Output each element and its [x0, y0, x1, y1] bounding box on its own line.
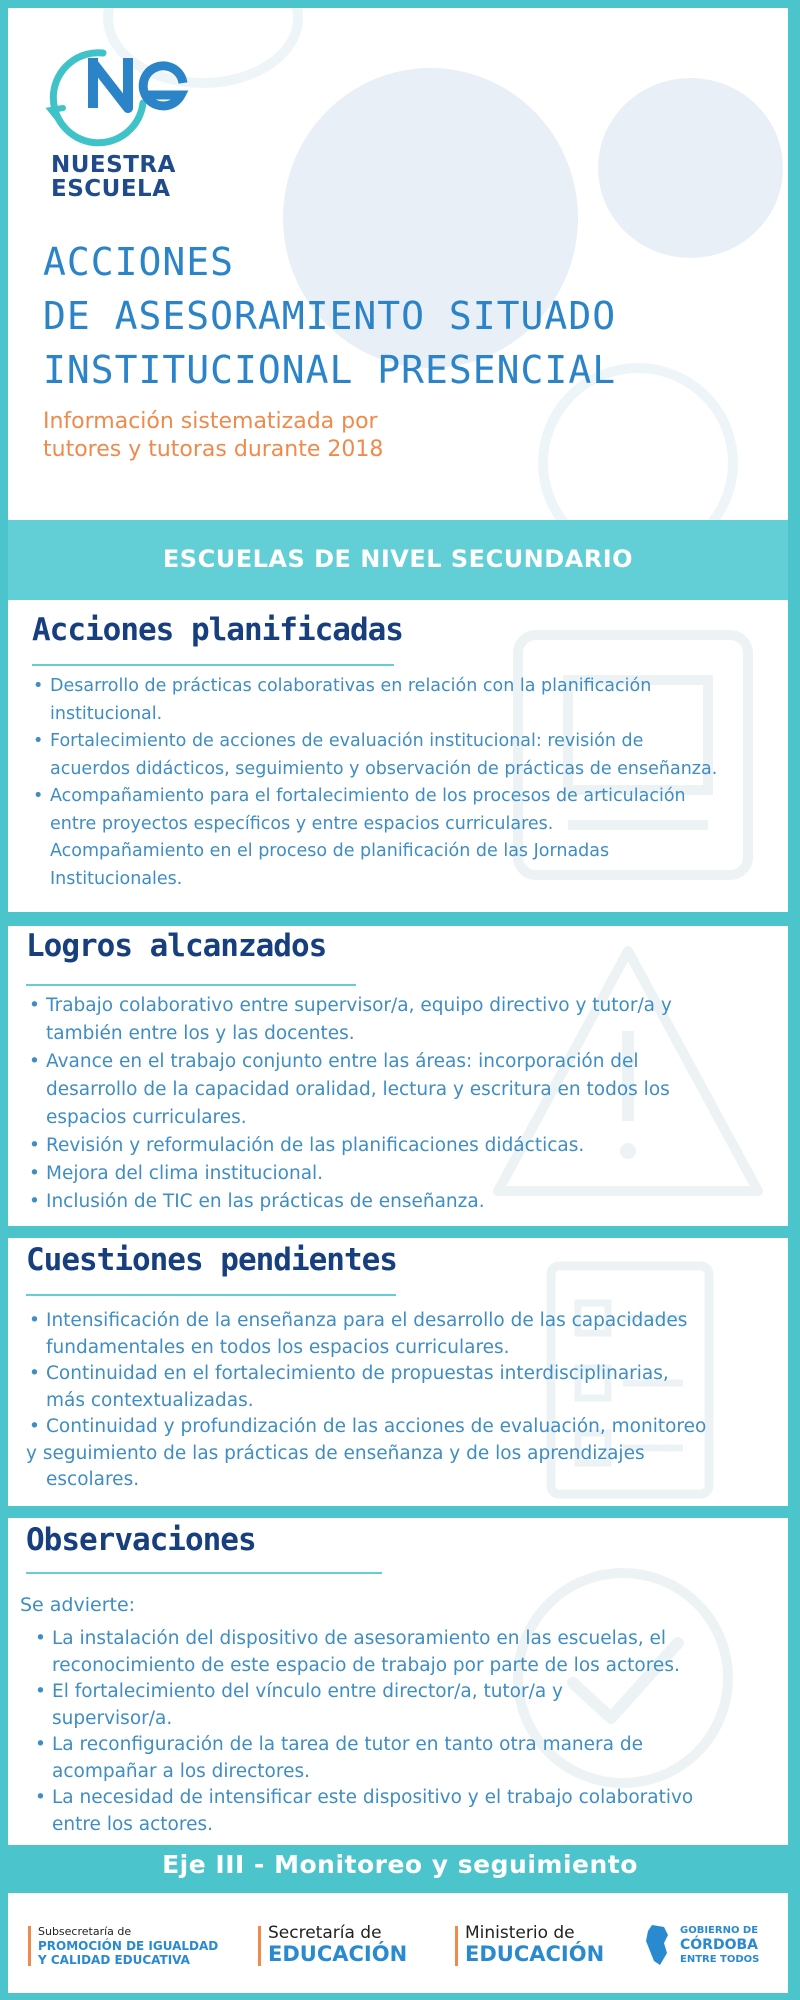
section-underline — [32, 664, 394, 666]
observaciones-list — [32, 1626, 693, 1838]
list-item-continuation: también entre los y las docentes. — [46, 1023, 355, 1044]
section-title: Acciones planificadas — [32, 612, 403, 648]
list-item: • Trabajo colaborativo entre supervisor/a, equipo directivo y tutor/a y — [26, 992, 672, 1020]
section-logros-alcanzados — [8, 926, 788, 1226]
list-item-continuation: acompañar a los directores. — [52, 1760, 310, 1782]
list-item: • Inclusión de TIC en las prácticas de enseñanza. — [26, 1188, 672, 1216]
list-item: • Acompañamiento para el fortalecimiento de los procesos de articulación — [30, 783, 717, 811]
gobierno-line3: ENTRE TODOS — [680, 1954, 760, 1965]
planificadas-list — [30, 673, 717, 893]
secretaria-logo — [258, 1923, 418, 1968]
observaciones-intro: Se advierte: — [20, 1594, 136, 1616]
list-item: • Avance en el trabajo conjunto entre las áreas: incorporación del — [26, 1048, 672, 1076]
list-item: • La necesidad de intensificar este dispositivo y el trabajo colaborativo — [32, 1785, 693, 1812]
cordoba-map-icon — [644, 1923, 670, 1967]
section-cuestiones-pendientes — [8, 1238, 788, 1506]
main-title-line3: INSTITUCIONAL PRESENCIAL — [43, 348, 617, 392]
secretaria-small: Secretaría de — [268, 1923, 382, 1943]
gobierno-line1: GOBIERNO DE — [680, 1925, 759, 1936]
pendientes-list — [26, 1308, 706, 1494]
logo-text-line1: NUESTRA — [51, 152, 176, 178]
ministerio-small: Ministerio de — [465, 1923, 575, 1943]
subtitle-line1: Información sistematizada por — [43, 409, 378, 434]
section-observaciones — [8, 1518, 788, 1845]
list-item: • Fortalecimiento de acciones de evaluación institucional: revisión de — [30, 728, 717, 756]
ministerio-logo — [455, 1923, 615, 1968]
level-title: ESCUELAS DE NIVEL SECUNDARIO — [162, 545, 634, 573]
level-band — [8, 520, 788, 600]
gobierno-logo — [644, 1923, 774, 1968]
section-underline — [26, 984, 356, 986]
section-title: Observaciones — [26, 1522, 256, 1558]
list-item: • Intensificación de la enseñanza para el desarrollo de las capacidades — [26, 1308, 706, 1335]
list-item-continuation: acuerdos didácticos, seguimiento y observación de prácticas de enseñanza. — [50, 758, 718, 779]
list-item-continuation: fundamentales en todos los espacios curriculares. — [46, 1336, 510, 1358]
eje-title: Eje III - Monitoreo y seguimiento — [162, 1850, 638, 1879]
list-item-continuation: desarrollo de la capacidad oralidad, lectura y escritura en todos los — [46, 1079, 670, 1100]
list-item-continuation: Acompañamiento en el proceso de planificación de las Jornadas — [50, 841, 610, 861]
list-item: • Revisión y reformulación de las planificaciones didácticas. — [26, 1132, 672, 1160]
logo-text-line2: ESCUELA — [51, 176, 171, 202]
list-item-continuation: entre los actores. — [52, 1813, 213, 1835]
subsecretaria-line1: PROMOCIÓN DE IGUALDAD — [38, 1939, 219, 1953]
list-item: • El fortalecimiento del vínculo entre director/a, tutor/a y — [32, 1679, 693, 1706]
list-item-continuation: reconocimiento de este espacio de trabajo por parte de los actores. — [52, 1654, 680, 1676]
section-title: Cuestiones pendientes — [26, 1242, 397, 1278]
list-item-continuation: entre proyectos específicos y entre espacios curriculares. — [50, 813, 554, 834]
subsecretaria-small: Subsecretaría de — [38, 1925, 132, 1938]
logros-list — [26, 992, 672, 1216]
list-item: • Continuidad en el fortalecimiento de propuestas interdisciplinarias, — [26, 1361, 706, 1388]
section-underline — [26, 1294, 396, 1296]
list-item-continuation: más contextualizadas. — [46, 1389, 254, 1411]
main-title-line2: DE ASESORAMIENTO SITUADO — [43, 294, 617, 338]
list-item-continuation: escolares. — [46, 1469, 140, 1490]
section-title: Logros alcanzados — [26, 928, 327, 964]
list-item: • La instalación del dispositivo de asesoramiento en las escuelas, el — [32, 1626, 693, 1653]
secretaria-big: EDUCACIÓN — [268, 1942, 408, 1966]
list-item: • Desarrollo de prácticas colaborativas en relación con la planificación — [30, 673, 717, 701]
logo-divider — [28, 1926, 31, 1966]
list-item-continuation: y seguimiento de las prácticas de enseñanza y de los aprendizajes — [26, 1442, 645, 1464]
list-item-continuation: institucional. — [50, 703, 163, 724]
main-title-line1: ACCIONES — [43, 240, 235, 284]
list-item: • Continuidad y profundización de las acciones de evaluación, monitoreo — [26, 1414, 706, 1441]
section-underline — [26, 1572, 382, 1574]
list-item-continuation: espacios curriculares. — [46, 1107, 247, 1128]
logo-divider — [258, 1926, 261, 1966]
decorative-bubble — [598, 78, 783, 258]
gobierno-line2: CÓRDOBA — [680, 1937, 758, 1953]
section-acciones-planificadas — [8, 600, 788, 912]
header-panel — [8, 8, 788, 520]
list-item: • La reconfiguración de la tarea de tutor en tanto otra manera de — [32, 1732, 693, 1759]
subtitle-line2: tutores y tutoras durante 2018 — [43, 437, 384, 462]
list-item-continuation: Institucionales. — [50, 868, 183, 889]
subsecretaria-line2: Y CALIDAD EDUCATIVA — [38, 1953, 190, 1967]
list-item-continuation: supervisor/a. — [52, 1707, 173, 1729]
ministerio-big: EDUCACIÓN — [465, 1942, 605, 1966]
institution-logos — [8, 1893, 788, 1993]
subsecretaria-logo — [28, 1923, 219, 1968]
list-item: • Mejora del clima institucional. — [26, 1160, 672, 1188]
logo-divider — [455, 1926, 458, 1966]
